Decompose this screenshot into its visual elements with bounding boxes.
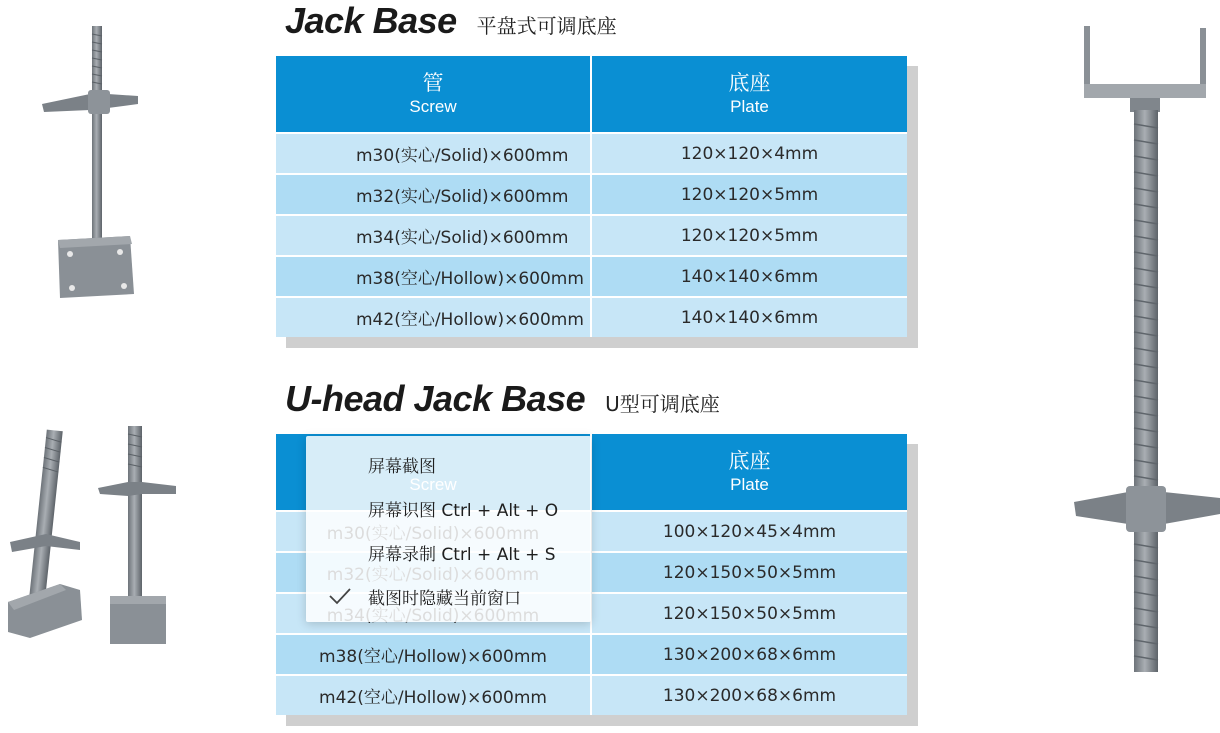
jack-base-photo xyxy=(38,22,148,304)
jack-base-title-en: Jack Base xyxy=(285,0,457,41)
plate-cell: 130×200×68×6mm xyxy=(591,675,907,715)
plate-header-cn: 底座 xyxy=(728,71,771,95)
screenshot-context-menu xyxy=(306,436,591,622)
menu-item-hide-window[interactable] xyxy=(306,574,591,618)
plate-header-en: Plate xyxy=(730,475,769,494)
u-head-title-cn: U型可调底座 xyxy=(605,392,720,416)
menu-item-label: 屏幕录制 Ctrl + Alt + S xyxy=(368,544,556,565)
plate-cell: 120×120×4mm xyxy=(591,133,907,174)
plate-header-en: Plate xyxy=(730,97,769,116)
table-row xyxy=(276,215,907,256)
screw-cell: m42(空心/Hollow)×600mm xyxy=(276,675,591,715)
menu-item-screen-recognition[interactable] xyxy=(306,486,591,530)
plate-cell: 140×140×6mm xyxy=(591,297,907,337)
screw-cell: m30(实心/Solid)×600mm xyxy=(276,133,591,174)
jack-base-heading xyxy=(285,0,617,42)
screw-column-header xyxy=(276,56,591,133)
plate-cell: 140×140×6mm xyxy=(591,256,907,297)
menu-item-label: 截图时隐藏当前窗口 xyxy=(368,588,521,609)
screw-cell: m38(空心/Hollow)×600mm xyxy=(276,256,591,297)
table-row xyxy=(276,256,907,297)
plate-column-header xyxy=(591,434,907,511)
menu-item-screen-recording[interactable] xyxy=(306,530,591,574)
screw-cell: m32(实心/Solid)×600mm xyxy=(276,174,591,215)
table-row xyxy=(276,174,907,215)
plate-cell: 100×120×45×4mm xyxy=(591,511,907,552)
table-row xyxy=(276,133,907,174)
check-icon xyxy=(328,586,352,606)
screw-cell: m38(空心/Hollow)×600mm xyxy=(276,634,591,675)
menu-item-screenshot[interactable] xyxy=(306,442,591,486)
u-head-jack-base-photos xyxy=(6,424,182,650)
plate-header-cn: 底座 xyxy=(728,449,771,473)
plate-cell: 120×150×50×5mm xyxy=(591,552,907,593)
menu-item-label: 屏幕识图 Ctrl + Alt + O xyxy=(368,500,559,521)
screw-cell: m42(空心/Hollow)×600mm xyxy=(276,297,591,337)
screw-header-en: Screw xyxy=(409,97,457,116)
plate-cell: 120×120×5mm xyxy=(591,215,907,256)
plate-column-header xyxy=(591,56,907,133)
u-head-jack-photo-large xyxy=(1072,24,1220,678)
table-row xyxy=(276,634,907,675)
jack-base-title-cn: 平盘式可调底座 xyxy=(476,14,617,38)
u-head-jack-base-heading xyxy=(285,378,720,420)
jack-base-table xyxy=(276,56,907,337)
table-row xyxy=(276,297,907,337)
screw-cell: m34(实心/Solid)×600mm xyxy=(276,215,591,256)
u-head-title-en: U-head Jack Base xyxy=(285,378,586,419)
plate-cell: 130×200×68×6mm xyxy=(591,634,907,675)
plate-cell: 120×120×5mm xyxy=(591,174,907,215)
menu-item-label: 屏幕截图 xyxy=(368,456,436,477)
screw-header-cn: 管 xyxy=(422,71,444,95)
plate-cell: 120×150×50×5mm xyxy=(591,593,907,634)
table-row xyxy=(276,675,907,715)
